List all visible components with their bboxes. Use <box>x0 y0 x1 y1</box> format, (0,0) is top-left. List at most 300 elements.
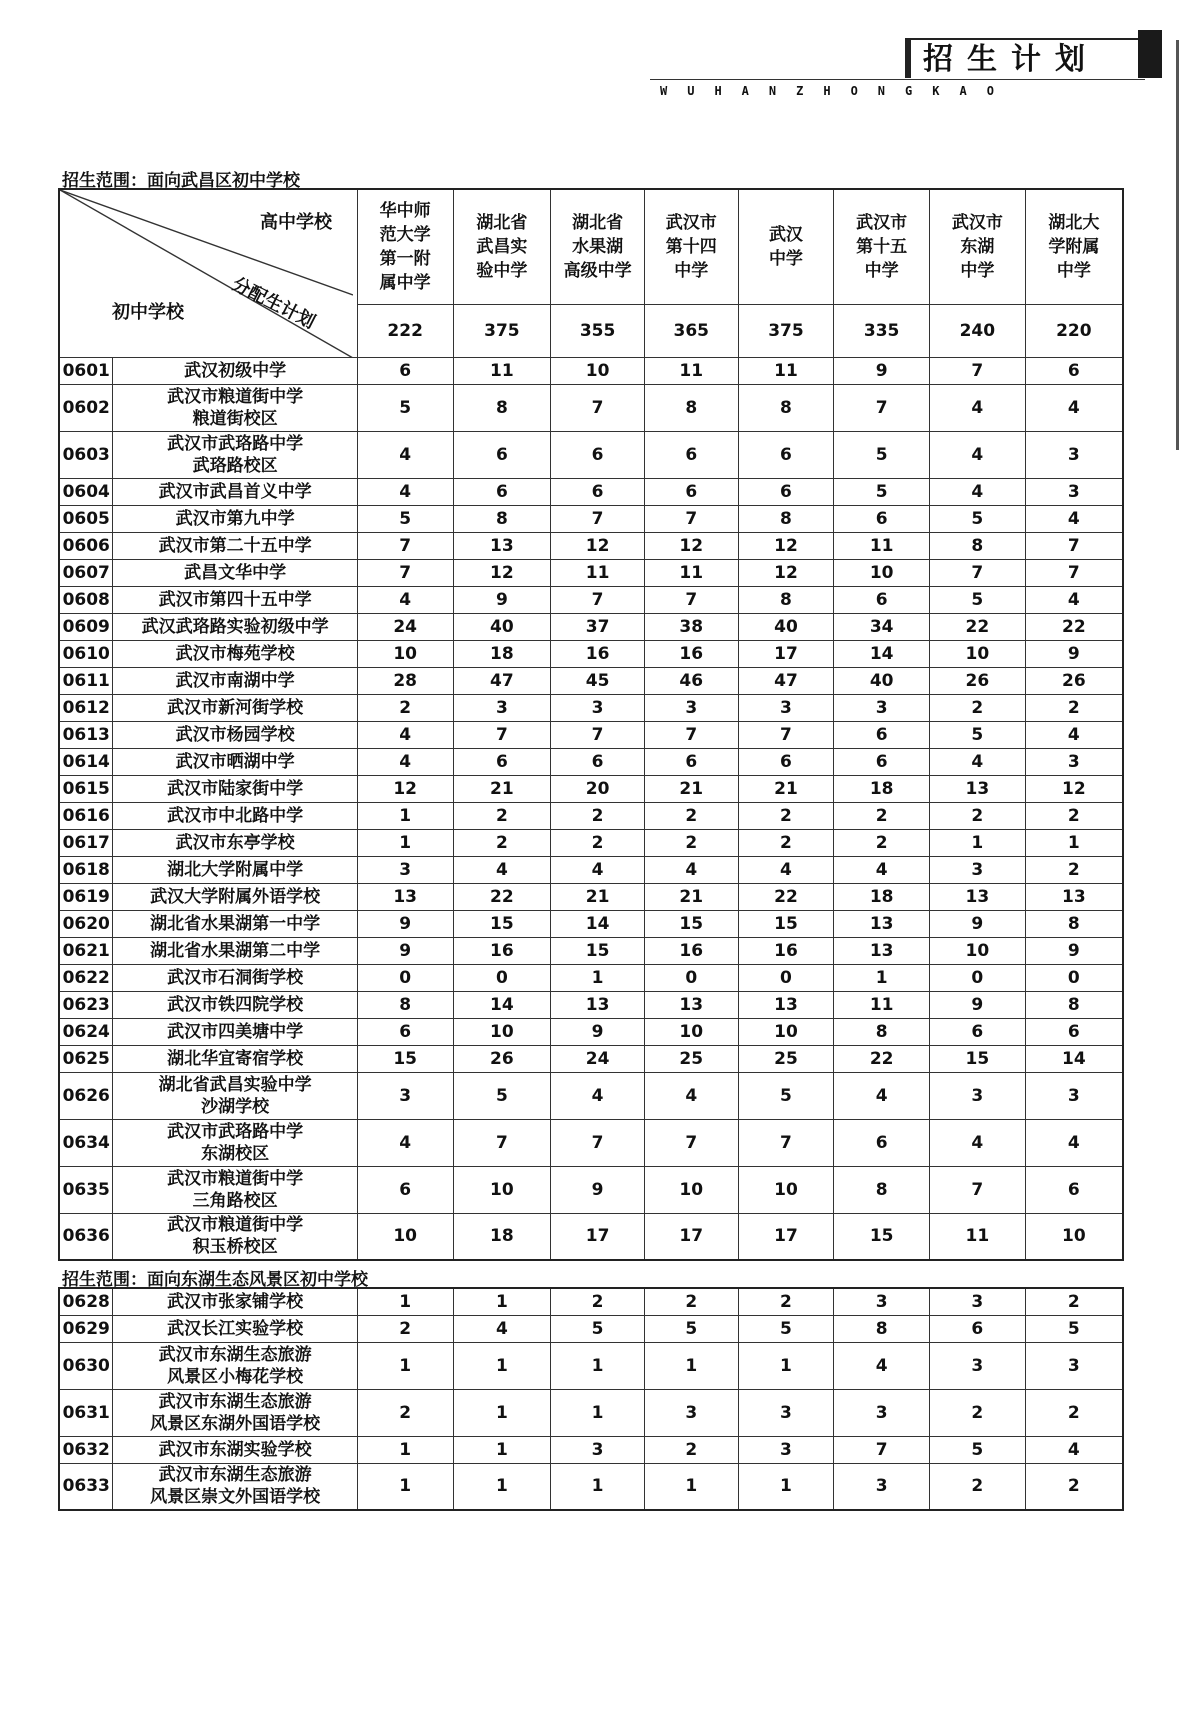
allocation-value-cell: 3 <box>738 694 834 721</box>
junior-school-name-line: 风景区小梅花学校 <box>167 1366 304 1387</box>
junior-school-name-cell <box>113 1166 357 1213</box>
allocation-value-cell: 18 <box>453 1213 551 1260</box>
allocation-value-cell: 11 <box>834 991 930 1018</box>
allocation-value-cell: 9 <box>453 586 551 613</box>
header-rule <box>650 79 1145 80</box>
school-code-cell: 0608 <box>59 586 113 613</box>
school-code-cell: 0614 <box>59 748 113 775</box>
page-header-title: 招生计划 <box>905 38 1140 78</box>
allocation-value-cell: 2 <box>834 802 930 829</box>
allocation-value-cell: 7 <box>453 1119 551 1166</box>
table-row <box>59 910 1123 937</box>
junior-school-name-line: 武昌文华中学 <box>184 562 287 583</box>
allocation-value-cell: 11 <box>644 357 738 384</box>
allocation-value-cell: 8 <box>738 505 834 532</box>
junior-school-name-cell <box>113 937 357 964</box>
school-code-cell: 0611 <box>59 667 113 694</box>
allocation-value-cell: 13 <box>1025 883 1123 910</box>
allocation-value-cell: 2 <box>644 829 738 856</box>
junior-school-name-cell <box>113 829 357 856</box>
allocation-value-cell: 3 <box>738 1389 834 1436</box>
table-row <box>59 1045 1123 1072</box>
junior-school-name-line: 武汉市陆家街中学 <box>167 778 304 799</box>
quota-total-cell: 220 <box>1025 304 1123 357</box>
allocation-value-cell: 8 <box>738 384 834 431</box>
allocation-value-cell: 0 <box>1025 964 1123 991</box>
table-row <box>59 1315 1123 1342</box>
allocation-value-cell: 2 <box>551 829 645 856</box>
allocation-value-cell: 6 <box>834 721 930 748</box>
school-code-cell: 0606 <box>59 532 113 559</box>
junior-school-name-cell <box>113 1072 357 1119</box>
corner-label-high-school: 高中学校 <box>260 212 332 233</box>
allocation-value-cell: 15 <box>644 910 738 937</box>
allocation-value-cell: 3 <box>738 1436 834 1463</box>
junior-school-name-line: 武汉武珞路实验初级中学 <box>141 616 329 637</box>
allocation-value-cell: 5 <box>1025 1315 1123 1342</box>
junior-school-name-line: 武汉市武珞路中学 <box>167 433 304 454</box>
school-code-cell: 0633 <box>59 1463 113 1510</box>
allocation-value-cell: 2 <box>930 694 1026 721</box>
section2-title: 招生范围：面向东湖生态风景区初中学校 <box>62 1270 368 1290</box>
allocation-value-cell: 8 <box>834 1018 930 1045</box>
allocation-value-cell: 18 <box>834 883 930 910</box>
allocation-value-cell: 14 <box>453 991 551 1018</box>
allocation-value-cell: 21 <box>551 883 645 910</box>
table-row <box>59 505 1123 532</box>
junior-school-name-cell <box>113 640 357 667</box>
allocation-value-cell: 7 <box>644 505 738 532</box>
allocation-value-cell: 47 <box>453 667 551 694</box>
allocation-value-cell: 2 <box>1025 802 1123 829</box>
allocation-value-cell: 6 <box>834 748 930 775</box>
allocation-value-cell: 3 <box>1025 1342 1123 1389</box>
allocation-value-cell: 21 <box>453 775 551 802</box>
corner-header-cell <box>59 189 357 357</box>
allocation-value-cell: 3 <box>644 1389 738 1436</box>
allocation-value-cell: 7 <box>930 357 1026 384</box>
allocation-value-cell: 1 <box>357 829 453 856</box>
allocation-value-cell: 13 <box>834 910 930 937</box>
high-school-name-line: 武汉 <box>768 224 803 245</box>
allocation-value-cell: 3 <box>930 1342 1026 1389</box>
allocation-value-cell: 1 <box>453 1436 551 1463</box>
allocation-value-cell: 24 <box>551 1045 645 1072</box>
allocation-value-cell: 3 <box>1025 478 1123 505</box>
junior-school-name-line: 风景区崇文外国语学校 <box>150 1487 321 1508</box>
allocation-value-cell: 1 <box>551 1463 645 1510</box>
allocation-value-cell: 6 <box>453 748 551 775</box>
junior-school-name-line: 积玉桥校区 <box>192 1237 278 1258</box>
school-code-cell: 0624 <box>59 1018 113 1045</box>
junior-school-name-cell <box>113 775 357 802</box>
allocation-value-cell: 6 <box>834 1119 930 1166</box>
allocation-value-cell: 7 <box>930 1166 1026 1213</box>
allocation-value-cell: 8 <box>644 384 738 431</box>
high-school-name-line: 范大学 <box>379 224 431 245</box>
allocation-value-cell: 3 <box>357 856 453 883</box>
allocation-value-cell: 4 <box>1025 1436 1123 1463</box>
high-school-name-line: 第一附 <box>379 248 431 269</box>
junior-school-name-line: 武汉市东湖生态旅游 <box>158 1344 312 1365</box>
allocation-value-cell: 2 <box>644 1288 738 1315</box>
school-code-cell: 0613 <box>59 721 113 748</box>
allocation-value-cell: 7 <box>644 1119 738 1166</box>
allocation-value-cell: 28 <box>357 667 453 694</box>
quota-total-cell: 355 <box>551 304 645 357</box>
allocation-value-cell: 6 <box>834 586 930 613</box>
allocation-value-cell: 45 <box>551 667 645 694</box>
junior-school-name-line: 武汉初级中学 <box>184 360 287 381</box>
corner-label-quota: 分配生计划 <box>228 273 319 334</box>
quota-total-cell: 222 <box>357 304 453 357</box>
junior-school-name-cell <box>113 586 357 613</box>
allocation-table-wuchang <box>58 188 1124 1261</box>
allocation-value-cell: 7 <box>930 559 1026 586</box>
allocation-value-cell: 2 <box>1025 1463 1123 1510</box>
allocation-value-cell: 4 <box>551 1072 645 1119</box>
allocation-value-cell: 1 <box>453 1288 551 1315</box>
allocation-value-cell: 4 <box>357 748 453 775</box>
allocation-value-cell: 4 <box>453 1315 551 1342</box>
allocation-value-cell: 3 <box>551 694 645 721</box>
allocation-value-cell: 2 <box>644 1436 738 1463</box>
allocation-value-cell: 16 <box>644 640 738 667</box>
allocation-value-cell: 6 <box>644 748 738 775</box>
allocation-value-cell: 11 <box>834 532 930 559</box>
allocation-value-cell: 1 <box>644 1463 738 1510</box>
allocation-value-cell: 4 <box>834 856 930 883</box>
allocation-value-cell: 38 <box>644 613 738 640</box>
table-row <box>59 640 1123 667</box>
allocation-value-cell: 3 <box>1025 748 1123 775</box>
junior-school-name-line: 武汉市第四十五中学 <box>158 589 312 610</box>
junior-school-name-line: 武汉市张家铺学校 <box>167 1291 304 1312</box>
allocation-value-cell: 1 <box>930 829 1026 856</box>
allocation-value-cell: 2 <box>357 1389 453 1436</box>
high-school-name-line: 华中师 <box>379 200 431 221</box>
allocation-value-cell: 7 <box>551 1119 645 1166</box>
allocation-value-cell: 21 <box>644 775 738 802</box>
allocation-value-cell: 4 <box>453 856 551 883</box>
junior-school-name-line: 武汉市武珞路中学 <box>167 1121 304 1142</box>
allocation-value-cell: 2 <box>1025 694 1123 721</box>
junior-school-name-line: 武汉市第九中学 <box>175 508 295 529</box>
allocation-value-cell: 6 <box>453 478 551 505</box>
school-code-cell: 0609 <box>59 613 113 640</box>
table-row <box>59 613 1123 640</box>
allocation-value-cell: 1 <box>1025 829 1123 856</box>
allocation-value-cell: 15 <box>357 1045 453 1072</box>
allocation-value-cell: 7 <box>357 532 453 559</box>
table-row <box>59 1166 1123 1213</box>
junior-school-name-line: 湖北大学附属中学 <box>167 859 304 880</box>
allocation-value-cell: 13 <box>551 991 645 1018</box>
table-row <box>59 991 1123 1018</box>
junior-school-name-line: 东湖校区 <box>201 1143 270 1164</box>
allocation-value-cell: 5 <box>930 586 1026 613</box>
allocation-value-cell: 7 <box>1025 532 1123 559</box>
allocation-value-cell: 14 <box>551 910 645 937</box>
table-row <box>59 559 1123 586</box>
allocation-value-cell: 9 <box>357 910 453 937</box>
allocation-value-cell: 4 <box>834 1072 930 1119</box>
high-school-header <box>453 189 551 304</box>
allocation-value-cell: 4 <box>357 478 453 505</box>
allocation-value-cell: 5 <box>834 478 930 505</box>
allocation-value-cell: 4 <box>357 1119 453 1166</box>
allocation-value-cell: 4 <box>834 1342 930 1389</box>
high-school-name-line: 属中学 <box>379 272 431 293</box>
junior-school-name-cell <box>113 559 357 586</box>
high-school-name-line: 中学 <box>960 260 995 281</box>
allocation-value-cell: 2 <box>644 802 738 829</box>
school-code-cell: 0632 <box>59 1436 113 1463</box>
allocation-value-cell: 21 <box>738 775 834 802</box>
allocation-value-cell: 7 <box>357 559 453 586</box>
high-school-header <box>834 189 930 304</box>
table-row <box>59 384 1123 431</box>
allocation-value-cell: 8 <box>834 1315 930 1342</box>
allocation-value-cell: 6 <box>738 478 834 505</box>
allocation-value-cell: 9 <box>834 357 930 384</box>
high-school-name-line: 湖北大 <box>1048 212 1100 233</box>
school-code-cell: 0615 <box>59 775 113 802</box>
junior-school-name-line: 武汉市晒湖中学 <box>175 751 295 772</box>
allocation-value-cell: 2 <box>1025 856 1123 883</box>
allocation-value-cell: 17 <box>738 1213 834 1260</box>
junior-school-name-line: 武汉市东亭学校 <box>175 832 295 853</box>
quota-total-cell: 240 <box>930 304 1026 357</box>
allocation-value-cell: 1 <box>834 964 930 991</box>
allocation-value-cell: 2 <box>930 802 1026 829</box>
junior-school-name-line: 武汉市四美塘中学 <box>167 1021 304 1042</box>
allocation-value-cell: 6 <box>1025 1166 1123 1213</box>
allocation-value-cell: 3 <box>930 856 1026 883</box>
allocation-value-cell: 12 <box>1025 775 1123 802</box>
allocation-value-cell: 2 <box>738 802 834 829</box>
junior-school-name-line: 湖北华宜寄宿学校 <box>167 1048 304 1069</box>
allocation-value-cell: 16 <box>644 937 738 964</box>
allocation-value-cell: 10 <box>453 1018 551 1045</box>
allocation-value-cell: 9 <box>930 991 1026 1018</box>
table-row <box>59 1463 1123 1510</box>
table-row <box>59 721 1123 748</box>
allocation-value-cell: 5 <box>930 505 1026 532</box>
allocation-value-cell: 20 <box>551 775 645 802</box>
junior-school-name-line: 湖北省水果湖第一中学 <box>150 913 321 934</box>
allocation-value-cell: 11 <box>453 357 551 384</box>
allocation-value-cell: 4 <box>644 856 738 883</box>
high-school-name-line: 武汉市 <box>665 212 717 233</box>
school-code-cell: 0620 <box>59 910 113 937</box>
high-school-name-line: 第十四 <box>665 236 717 257</box>
junior-school-name-line: 三角路校区 <box>192 1190 278 1211</box>
allocation-value-cell: 4 <box>738 856 834 883</box>
junior-school-name-cell <box>113 613 357 640</box>
school-code-cell: 0616 <box>59 802 113 829</box>
table-row <box>59 357 1123 384</box>
high-school-name-line: 高级中学 <box>563 260 632 281</box>
allocation-value-cell: 17 <box>644 1213 738 1260</box>
allocation-value-cell: 12 <box>453 559 551 586</box>
school-code-cell: 0626 <box>59 1072 113 1119</box>
allocation-value-cell: 6 <box>930 1315 1026 1342</box>
allocation-value-cell: 8 <box>453 505 551 532</box>
allocation-value-cell: 5 <box>453 1072 551 1119</box>
allocation-value-cell: 1 <box>551 964 645 991</box>
table-row <box>59 883 1123 910</box>
allocation-value-cell: 1 <box>453 1389 551 1436</box>
school-code-cell: 0618 <box>59 856 113 883</box>
allocation-value-cell: 47 <box>738 667 834 694</box>
junior-school-name-line: 武汉市武昌首义中学 <box>158 481 312 502</box>
allocation-value-cell: 3 <box>930 1288 1026 1315</box>
junior-school-name-line: 武汉市梅苑学校 <box>175 643 295 664</box>
junior-school-name-line: 沙湖学校 <box>201 1096 270 1117</box>
high-school-name-line: 中学 <box>768 248 803 269</box>
school-code-cell: 0621 <box>59 937 113 964</box>
school-code-cell: 0602 <box>59 384 113 431</box>
school-code-cell: 0625 <box>59 1045 113 1072</box>
allocation-value-cell: 2 <box>1025 1288 1123 1315</box>
school-code-cell: 0631 <box>59 1389 113 1436</box>
school-code-cell: 0612 <box>59 694 113 721</box>
allocation-value-cell: 8 <box>738 586 834 613</box>
allocation-value-cell: 6 <box>644 431 738 478</box>
allocation-value-cell: 6 <box>453 431 551 478</box>
high-school-header <box>357 189 453 304</box>
junior-school-name-line: 武汉市东湖生态旅游 <box>158 1465 312 1486</box>
table-row <box>59 1018 1123 1045</box>
allocation-value-cell: 5 <box>551 1315 645 1342</box>
allocation-value-cell: 3 <box>834 694 930 721</box>
table-row <box>59 1288 1123 1315</box>
allocation-value-cell: 14 <box>834 640 930 667</box>
allocation-value-cell: 40 <box>738 613 834 640</box>
quota-total-cell: 375 <box>738 304 834 357</box>
allocation-value-cell: 0 <box>644 964 738 991</box>
allocation-value-cell: 3 <box>551 1436 645 1463</box>
table-row <box>59 829 1123 856</box>
allocation-value-cell: 12 <box>738 532 834 559</box>
school-code-cell: 0622 <box>59 964 113 991</box>
table-row <box>59 856 1123 883</box>
allocation-value-cell: 24 <box>357 613 453 640</box>
allocation-value-cell: 8 <box>1025 991 1123 1018</box>
allocation-value-cell: 6 <box>357 1166 453 1213</box>
allocation-value-cell: 1 <box>551 1389 645 1436</box>
allocation-value-cell: 10 <box>1025 1213 1123 1260</box>
junior-school-name-cell <box>113 1315 357 1342</box>
allocation-value-cell: 15 <box>930 1045 1026 1072</box>
allocation-value-cell: 46 <box>644 667 738 694</box>
high-school-name-line: 验中学 <box>476 260 528 281</box>
junior-school-name-line: 武汉市铁四院学校 <box>167 994 304 1015</box>
allocation-value-cell: 7 <box>834 1436 930 1463</box>
allocation-value-cell: 2 <box>551 802 645 829</box>
junior-school-name-cell <box>113 1342 357 1389</box>
allocation-value-cell: 3 <box>834 1389 930 1436</box>
allocation-value-cell: 6 <box>551 431 645 478</box>
allocation-value-cell: 3 <box>644 694 738 721</box>
junior-school-name-cell <box>113 1213 357 1260</box>
allocation-value-cell: 4 <box>930 384 1026 431</box>
allocation-value-cell: 4 <box>551 856 645 883</box>
junior-school-name-line: 粮道街校区 <box>192 408 278 429</box>
high-school-header <box>1025 189 1123 304</box>
quota-total-cell: 375 <box>453 304 551 357</box>
allocation-value-cell: 7 <box>834 384 930 431</box>
allocation-value-cell: 0 <box>453 964 551 991</box>
allocation-value-cell: 13 <box>453 532 551 559</box>
allocation-value-cell: 6 <box>644 478 738 505</box>
section1-title: 招生范围：面向武昌区初中学校 <box>62 171 300 191</box>
allocation-value-cell: 6 <box>551 748 645 775</box>
allocation-value-cell: 16 <box>453 937 551 964</box>
allocation-value-cell: 5 <box>930 1436 1026 1463</box>
junior-school-name-cell <box>113 1045 357 1072</box>
allocation-value-cell: 10 <box>357 640 453 667</box>
allocation-value-cell: 12 <box>644 532 738 559</box>
high-school-name-line: 第十五 <box>856 236 908 257</box>
allocation-value-cell: 2 <box>834 829 930 856</box>
allocation-value-cell: 3 <box>1025 431 1123 478</box>
junior-school-name-line: 湖北省水果湖第二中学 <box>150 940 321 961</box>
allocation-value-cell: 6 <box>930 1018 1026 1045</box>
allocation-value-cell: 5 <box>834 431 930 478</box>
allocation-value-cell: 0 <box>738 964 834 991</box>
high-school-name-line: 水果湖 <box>572 236 624 257</box>
allocation-value-cell: 8 <box>453 384 551 431</box>
allocation-value-cell: 4 <box>1025 505 1123 532</box>
high-school-name-line: 中学 <box>1056 260 1091 281</box>
allocation-value-cell: 17 <box>551 1213 645 1260</box>
allocation-value-cell: 11 <box>738 357 834 384</box>
allocation-value-cell: 4 <box>357 721 453 748</box>
junior-school-name-cell <box>113 384 357 431</box>
allocation-value-cell: 2 <box>738 829 834 856</box>
junior-school-name-line: 武汉市东湖实验学校 <box>158 1439 312 1460</box>
table-row <box>59 964 1123 991</box>
allocation-value-cell: 22 <box>834 1045 930 1072</box>
junior-school-name-cell <box>113 802 357 829</box>
allocation-value-cell: 18 <box>834 775 930 802</box>
allocation-value-cell: 34 <box>834 613 930 640</box>
high-school-name-line: 东湖 <box>960 236 995 257</box>
school-code-cell: 0636 <box>59 1213 113 1260</box>
allocation-value-cell: 4 <box>357 586 453 613</box>
school-code-cell: 0617 <box>59 829 113 856</box>
allocation-value-cell: 16 <box>551 640 645 667</box>
high-school-name-line: 湖北省 <box>476 212 528 233</box>
school-code-cell: 0628 <box>59 1288 113 1315</box>
school-code-cell: 0630 <box>59 1342 113 1389</box>
header-decoration-bar <box>1138 30 1162 78</box>
allocation-value-cell: 4 <box>1025 1119 1123 1166</box>
allocation-value-cell: 7 <box>551 721 645 748</box>
junior-school-name-cell <box>113 667 357 694</box>
high-school-header <box>930 189 1026 304</box>
allocation-value-cell: 26 <box>1025 667 1123 694</box>
allocation-value-cell: 13 <box>930 775 1026 802</box>
page-header-subtitle: WUHANZHONGKAO <box>660 84 1014 98</box>
junior-school-name-line: 武汉市新河街学校 <box>167 697 304 718</box>
allocation-value-cell: 11 <box>551 559 645 586</box>
allocation-value-cell: 0 <box>357 964 453 991</box>
corner-label-junior-school: 初中学校 <box>112 302 184 323</box>
allocation-value-cell: 3 <box>1025 1072 1123 1119</box>
